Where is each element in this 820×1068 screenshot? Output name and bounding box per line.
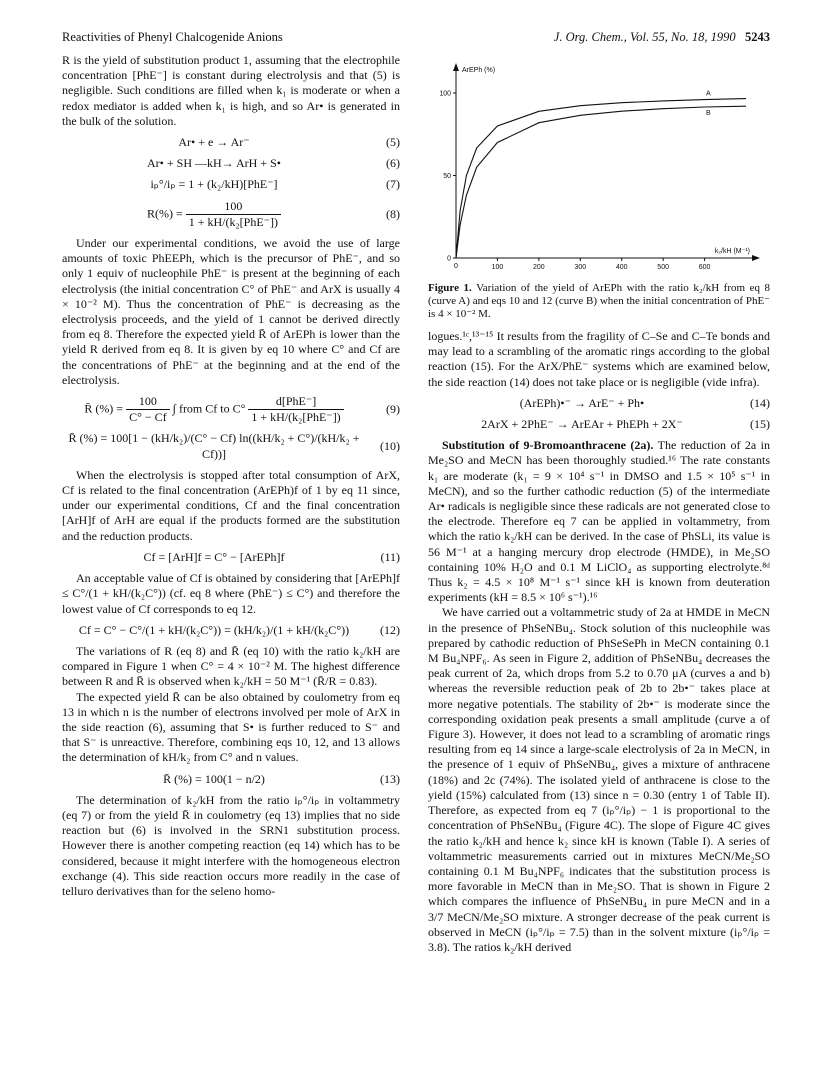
- curve-a-line: [456, 99, 746, 258]
- caption-text: Variation of the yield of ArEPh with the ratio k₂/kH from eq 8 (curve A) and eqs 10 and 12 (curve B) when the initial concentration of PhE⁻ is 4 × 10⁻² M.: [428, 282, 770, 320]
- x-tick-label: 300: [574, 264, 587, 271]
- equation-13: [62, 772, 400, 787]
- fraction: [248, 394, 343, 425]
- paragraph: R is the yield of substitution product 1, assuming that the electrophile concentration [PhE⁻] is constant during electrolysis and that (5) is negligible. Such conditions are filled when k₁ is moderate or when a redox mediator is added when k₁ is high, and so Ar• is generated in the bulk of the solution.: [62, 53, 400, 128]
- equation-number: (5): [386, 135, 400, 150]
- x-tick-label-origin: 0: [454, 263, 458, 270]
- equation-12: [62, 623, 400, 638]
- paragraph: The determination of k₂/kH from the ratio iₚ°/iₚ in voltammetry (eq 7) or from the yield R̄ in coulometry (eq 13) implies that no side reaction but (6) is involved in the SRN1 substitution process. However there is another competing reaction (eq 14) which has to be considered, because it might interfere with the homogeneous electron exchange (4). This side reaction occurs more readily in the case of telluro derivatives than for the seleno homo-: [62, 792, 400, 898]
- curve-label-b: B: [706, 110, 711, 118]
- equation-body: Cf = [ArH]f = C° − [ArEPh]f: [143, 549, 285, 564]
- equation-number: (14): [750, 395, 770, 410]
- equation-body: [62, 199, 366, 230]
- fraction: [126, 394, 170, 425]
- integral: ∫ from Cf to C°: [172, 401, 246, 416]
- equation-11: [62, 550, 400, 565]
- equation-body: Ar• + SH —kH→ ArH + S•: [147, 156, 281, 171]
- equation-lhs: R(%) =: [146, 206, 183, 221]
- paragraph-text: The reduction of 2a in Me₂SO and MeCN has been thoroughly studied.¹⁶ The rate constants k₁ are moderate (k₁ = 9 × 10⁴ s⁻¹ in DMSO and 1.5 × 10⁵ s⁻¹ in MeCN), and so the further cathodic reduction (5) of the intermediate Ar• radicals is negligible since these radicals are not generated close to the electrode. Therefore eq 7 can be applied in voltammetry, from which the ratio k₂/kH can be derived. In the case of PhSLi, its value is 56 M⁻¹ at a hanging mercury drop electrode (HMDE), in Me₂SO containing 10% H₂O and 0.1 M LiClO₄ as supporting electrolyte.⁸ᵈ Thus k₂ = 4.5 × 10⁸ M⁻¹ s⁻¹ since kH is known from deuteration experiments (kH = 8.5 × 10⁶ s⁻¹).¹⁶: [428, 438, 770, 605]
- paragraph: An acceptable value of Cf is obtained by considering that [ArEPh]f ≤ C°/(1 + kH/(k₂C°)) (cf. eq 8 where (PhE⁻) ≤ C°) and therefore the lowest value of Cf corresponds to eq 12.: [62, 571, 400, 616]
- equation-number: (12): [380, 622, 400, 637]
- y-axis-title: ArEPh (%): [462, 67, 496, 74]
- figure-caption: [428, 282, 770, 321]
- paragraph: The expected yield R̄ can be also obtained by coulometry from eq 13 in which n is the number of electrons involved per mole of ArX in the side reaction (6), assuming that S• is further reduced to S⁻ and that S⁻ is unreactive. Therefore, combining eqs 10, 12, and 13 allows the determination of kH/k₂ from C° and n values.: [62, 689, 400, 765]
- equation-5: [62, 135, 400, 150]
- denominator: 1 + kH/(k₂[PhE⁻]): [251, 410, 341, 425]
- x-tick-label: 200: [533, 264, 545, 271]
- y-tick-label: 50: [443, 173, 451, 180]
- paragraph: [428, 438, 770, 605]
- running-header-title: Reactivities of Phenyl Chalcogenide Anions: [62, 30, 283, 44]
- x-axis-title: k₂/kH (M⁻¹): [714, 248, 750, 255]
- y-tick-label: 100: [439, 90, 451, 98]
- figure-1: [428, 53, 770, 278]
- equation-body: Ar• + e → Ar⁻: [178, 135, 250, 150]
- paragraph: We have carried out a voltammetric study of 2a at HMDE in MeCN in the presence of PhSeNBu₄. Stock solution of this nucleophile was prepared by cathodic reduction of PhSeSePh in MeCN containing 0.1 M Bu₄NPF₆. As seen in Figure 2, addition of PhSeNBu₄ decreases the peak current of 2a, which drops from 5.2 to 0.70 μA (curves a and b) whereas the reversible reduction peak of 2b to 2b•⁻ takes place at more negative potentials. The stability of 2b•⁻ is moderate since the corresponding oxidation peak presents a small amplitude (curve a of Figure 3). However, it does not lead to a scrambling of aromatic rings resulting from eq 14 since a large-scale electrolysis of 2a in MeCN, in the presence of 1 equiv of PhSeNBu₄, gives a mixture of anthracene (18%) and 2c (74%). The isolated yield of anthracene is close to the yield (15%) calculated from (13) since n = 0.30 (entry 1 of Table II). Therefore, as expected from eq 7 (iₚ°/iₚ) − 1 is proportional to the concentration of PhSeNBu₄ (Figure 4C). The slope of Figure 4C gives the ratio k₂/kH and hence k₂ since kH is known (Table I). A series of voltammetric measurements carried out in mixtures MeCN/Me₂SO containing 0.1 M Bu₄NPF₆ indicates that the substitution process is more favorable in MeCN than in Me₂SO. That is shown in Figure 2 which compares the influence of PhSeNBu₄ in pure MeCN and in a 3/7 MeCN/Me₂SO mixture. A stronger decrease of the peak current is observed in MeCN (iₚ°/iₚ = 7.5) than in the solvent mixture (iₚ°/iₚ = 3.8). The ratios k₂/kH derived: [428, 605, 770, 954]
- equation-10: [62, 431, 400, 461]
- numerator: 100: [186, 199, 281, 215]
- equation-body: iₚ°/iₚ = 1 + (k₂/kH)[PhE⁻]: [150, 177, 278, 192]
- equation-number: (6): [386, 156, 400, 171]
- y-axis-arrow: [453, 63, 459, 71]
- y-tick-label: 0: [447, 255, 451, 263]
- equation-number: (11): [380, 549, 400, 564]
- section-heading: Substitution of 9-Bromoanthracene (2a).: [442, 438, 654, 453]
- equation-number: (15): [750, 417, 770, 432]
- equation-number: (7): [386, 177, 400, 192]
- journal-citation: J. Org. Chem., Vol. 55, No. 18, 1990: [553, 30, 736, 44]
- equation-lhs: R̄ (%) =: [84, 401, 124, 416]
- equation-body: [62, 394, 366, 425]
- numerator: d[PhE⁻]: [248, 394, 343, 410]
- equation-9: [62, 394, 400, 425]
- equation-number: (9): [386, 402, 400, 417]
- x-tick-label: 100: [491, 264, 504, 271]
- equation-body: R̄ (%) = 100[1 − (kH/k₂)/(C° − Cf) ln((kH/k₂ + C°)/(kH/k₂ + Cf))]: [68, 431, 360, 461]
- caption-label: Figure 1.: [428, 282, 472, 294]
- page-number: 5243: [745, 30, 770, 44]
- paragraph: Under our experimental conditions, we avoid the use of large amounts of toxic PhEEPh, which is the precursor of PhE⁻, and so only 1 equiv of nucleophile PhE⁻ is present at the beginning of each electrolysis (the initial concentration C° of PhE⁻ and ArX is usually 4 × 10⁻² M). Thus the concentration of PhE⁻ is decreasing as the electrolysis proceeds, and the yield of 1 cannot be derived directly from eq 8. Therefore the expected yield R̄ of ArEPh is lower than the yield R derived from eq 8. It is given by eq 10 where C° and Cf are the concentrations of PhE⁻ at the beginning and at the end of the electrolysis.: [62, 236, 400, 387]
- equation-number: (13): [380, 771, 400, 786]
- equation-number: (10): [380, 439, 400, 454]
- numerator: 100: [126, 394, 170, 410]
- equation-body: (ArEPh)•⁻ → ArE⁻ + Ph•: [519, 395, 645, 410]
- equation-7: [62, 177, 400, 192]
- x-tick-label: 600: [698, 264, 711, 271]
- x-axis-arrow: [752, 255, 760, 261]
- equation-body: 2ArX + 2PhE⁻ → ArEAr + PhEPh + 2X⁻: [481, 417, 683, 432]
- curve-label-a: A: [706, 90, 711, 98]
- equation-number: (8): [386, 206, 400, 221]
- equation-15: [428, 417, 770, 432]
- equation-8: [62, 199, 400, 230]
- x-tick-label: 500: [657, 264, 669, 271]
- equation-6: [62, 156, 400, 171]
- right-column: [428, 53, 770, 955]
- left-column: [62, 53, 400, 899]
- equation-body: R̄ (%) = 100(1 − n/2): [163, 771, 265, 786]
- fraction: [186, 199, 281, 230]
- paragraph: The variations of R (eq 8) and R̄ (eq 10) with the ratio k₂/kH are compared in Figure 1 when C° = 4 × 10⁻² M. The highest difference between R and R̄ is observed when k₂/kH = 50 M⁻¹ (R̄/R = 0.83).: [62, 643, 400, 689]
- paragraph: When the electrolysis is stopped after total consumption of ArX, Cf is related to the final concentration (ArEPh)f of 1 by eq 11 since, under our experimental conditions, Cf and the final concentration [ArH]f of ArH are equal if the products formed are the substitution and the reduction products.: [62, 467, 400, 543]
- curve-b-line: [456, 106, 746, 258]
- yield-chart: [428, 53, 770, 278]
- denominator: 1 + kH/(k₂[PhE⁻]): [188, 214, 279, 229]
- denominator: C° − Cf: [129, 410, 167, 425]
- x-tick-label: 400: [615, 264, 628, 271]
- paragraph: logues.¹ᶜ,¹³⁻¹⁵ It results from the fragility of C–Se and C–Te bonds and may lead to a scrambling of the aromatic rings according to the global reaction (15). For the ArX/PhE⁻ systems which are examined below, the side reaction (14) does not take place or is negligible (vide infra).: [428, 329, 770, 389]
- equation-14: [428, 396, 770, 411]
- running-header-journal: [554, 30, 770, 45]
- equation-body: Cf = C° − C°/(1 + kH/(k₂C°)) = (kH/k₂)/(1 + kH/(k₂C°)): [78, 622, 350, 637]
